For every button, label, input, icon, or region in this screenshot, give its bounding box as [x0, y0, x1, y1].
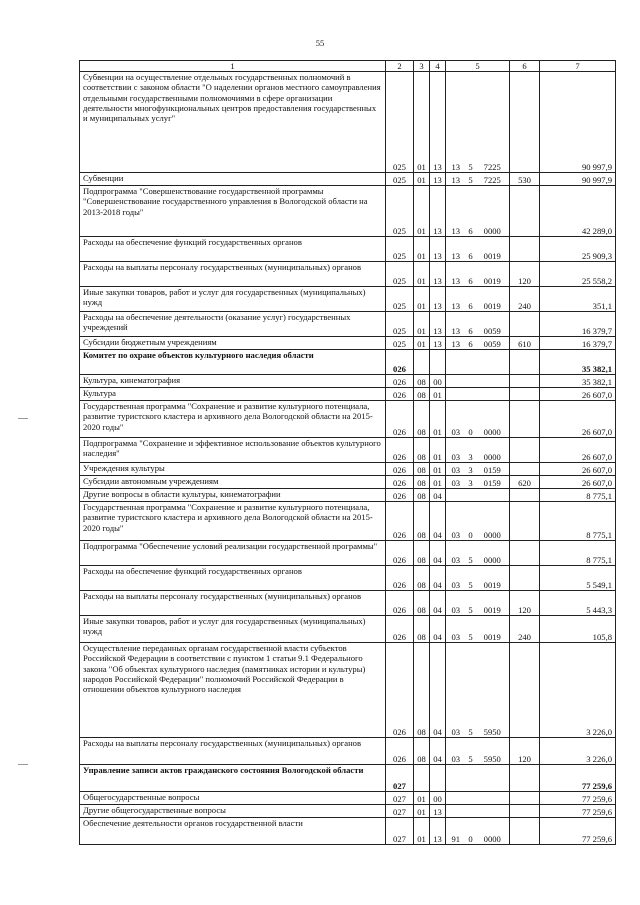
cell-vr: 620	[510, 476, 540, 489]
cell-c: 0019	[476, 591, 510, 616]
cell-a: 13	[446, 337, 466, 350]
cell-grbs: 026	[386, 401, 414, 438]
cell-sum: 77 259,6	[540, 765, 616, 792]
cell-grbs: 025	[386, 173, 414, 186]
cell-b	[466, 489, 476, 502]
cell-a: 13	[446, 262, 466, 287]
table-row	[80, 72, 616, 173]
cell-b: 5	[466, 541, 476, 566]
cell-b: 3	[466, 438, 476, 463]
cell-sum: 25 909,3	[540, 237, 616, 262]
cell-vr: 120	[510, 738, 540, 765]
cell-pr: 04	[430, 489, 446, 502]
cell-pr: 13	[430, 312, 446, 337]
cell-a: 03	[446, 463, 466, 476]
cell-name: Культура	[80, 388, 386, 401]
cell-pr: 13	[430, 237, 446, 262]
table-row	[80, 186, 616, 237]
cell-b: 6	[466, 337, 476, 350]
cell-a: 03	[446, 401, 466, 438]
cell-sum: 351,1	[540, 287, 616, 312]
column-header: 7	[540, 61, 616, 72]
cell-name: Осуществление переданных органам государственной власти субъектов Российской Федерации в соответствии с пунктом 1 статьи 9.1 Федерального закона "Об объектах культурного наследия (памятниках истории и культуры) народов Российской Федерации" полномочий Российской Федерации в отношении объектов культурного наследия	[80, 643, 386, 738]
cell-rz: 08	[414, 591, 430, 616]
cell-a: 13	[446, 173, 466, 186]
table-row	[80, 616, 616, 643]
cell-a: 13	[446, 186, 466, 237]
cell-c: 0000	[476, 541, 510, 566]
cell-name: Расходы на выплаты персоналу государственных (муниципальных) органов	[80, 262, 386, 287]
cell-rz: 01	[414, 287, 430, 312]
cell-a: 13	[446, 287, 466, 312]
cell-sum: 8 775,1	[540, 502, 616, 541]
cell-b: 5	[466, 738, 476, 765]
cell-grbs: 025	[386, 287, 414, 312]
cell-pr: 01	[430, 438, 446, 463]
cell-grbs: 026	[386, 566, 414, 591]
cell-c: 0000	[476, 401, 510, 438]
table-row	[80, 566, 616, 591]
table-row	[80, 337, 616, 350]
cell-name: Субсидии бюджетным учреждениям	[80, 337, 386, 350]
cell-c: 0019	[476, 566, 510, 591]
cell-c: 0000	[476, 818, 510, 845]
cell-b: 5	[466, 72, 476, 173]
cell-c: 0000	[476, 438, 510, 463]
cell-sum: 3 226,0	[540, 738, 616, 765]
cell-c: 0059	[476, 312, 510, 337]
cell-name: Общегосударственные вопросы	[80, 792, 386, 805]
cell-sum: 3 226,0	[540, 643, 616, 738]
table-row	[80, 541, 616, 566]
cell-name: Подпрограмма "Обеспечение условий реализации государственной программы"	[80, 541, 386, 566]
table-row	[80, 765, 616, 792]
cell-grbs: 026	[386, 476, 414, 489]
cell-pr: 13	[430, 287, 446, 312]
cell-sum: 16 379,7	[540, 312, 616, 337]
cell-a: 03	[446, 566, 466, 591]
cell-name: Учреждения культуры	[80, 463, 386, 476]
cell-a: 03	[446, 738, 466, 765]
cell-grbs: 027	[386, 818, 414, 845]
cell-rz: 08	[414, 401, 430, 438]
cell-rz: 08	[414, 463, 430, 476]
cell-name: Другие общегосударственные вопросы	[80, 805, 386, 818]
cell-grbs: 025	[386, 72, 414, 173]
table-header-row	[80, 61, 616, 72]
cell-a	[446, 765, 466, 792]
cell-c	[476, 375, 510, 388]
table-row	[80, 173, 616, 186]
budget-table	[79, 60, 616, 845]
cell-sum: 26 607,0	[540, 438, 616, 463]
cell-rz: 01	[414, 72, 430, 173]
cell-pr: 00	[430, 375, 446, 388]
cell-vr	[510, 72, 540, 173]
cell-rz: 01	[414, 237, 430, 262]
cell-a: 03	[446, 643, 466, 738]
cell-name: Культура, кинематография	[80, 375, 386, 388]
cell-sum: 8 775,1	[540, 489, 616, 502]
cell-sum: 16 379,7	[540, 337, 616, 350]
cell-rz: 08	[414, 616, 430, 643]
cell-rz: 08	[414, 476, 430, 489]
cell-pr: 01	[430, 463, 446, 476]
cell-name: Расходы на выплаты персоналу государственных (муниципальных) органов	[80, 738, 386, 765]
cell-name: Иные закупки товаров, работ и услуг для государственных (муниципальных) нужд	[80, 616, 386, 643]
cell-c: 0019	[476, 237, 510, 262]
cell-b: 0	[466, 818, 476, 845]
cell-b: 5	[466, 566, 476, 591]
cell-vr	[510, 818, 540, 845]
cell-sum: 77 259,6	[540, 818, 616, 845]
cell-b: 5	[466, 591, 476, 616]
cell-name: Субвенции	[80, 173, 386, 186]
cell-rz: 08	[414, 738, 430, 765]
cell-grbs: 026	[386, 738, 414, 765]
cell-c	[476, 489, 510, 502]
cell-vr	[510, 237, 540, 262]
table-row	[80, 262, 616, 287]
cell-c: 0019	[476, 287, 510, 312]
cell-b: 3	[466, 463, 476, 476]
cell-vr	[510, 350, 540, 375]
cell-rz: 08	[414, 489, 430, 502]
cell-pr: 13	[430, 805, 446, 818]
table-row	[80, 350, 616, 375]
table-row	[80, 805, 616, 818]
cell-sum: 26 607,0	[540, 401, 616, 438]
cell-vr	[510, 375, 540, 388]
cell-vr	[510, 765, 540, 792]
cell-rz: 01	[414, 337, 430, 350]
cell-a	[446, 388, 466, 401]
cell-rz: 01	[414, 173, 430, 186]
cell-rz: 08	[414, 438, 430, 463]
cell-c: 0159	[476, 463, 510, 476]
cell-name: Расходы на выплаты персоналу государственных (муниципальных) органов	[80, 591, 386, 616]
cell-a: 03	[446, 591, 466, 616]
cell-vr: 610	[510, 337, 540, 350]
cell-sum: 90 997,9	[540, 173, 616, 186]
cell-pr: 13	[430, 173, 446, 186]
cell-grbs: 026	[386, 388, 414, 401]
cell-vr	[510, 541, 540, 566]
cell-rz: 08	[414, 541, 430, 566]
cell-name: Другие вопросы в области культуры, кинематографии	[80, 489, 386, 502]
cell-grbs: 026	[386, 502, 414, 541]
cell-name: Подпрограмма "Совершенствование государственной программы "Совершенствование государственного управления в Вологодской области на 2013-2018 годы"	[80, 186, 386, 237]
cell-sum: 35 382,1	[540, 375, 616, 388]
cell-b	[466, 375, 476, 388]
cell-b	[466, 350, 476, 375]
cell-sum: 26 607,0	[540, 463, 616, 476]
table-row	[80, 818, 616, 845]
cell-pr: 04	[430, 643, 446, 738]
cell-grbs: 026	[386, 463, 414, 476]
table-row	[80, 388, 616, 401]
table-row	[80, 489, 616, 502]
cell-vr	[510, 312, 540, 337]
cell-pr: 01	[430, 388, 446, 401]
cell-name: Субсидии автономным учреждениям	[80, 476, 386, 489]
cell-b: 3	[466, 476, 476, 489]
table-row	[80, 792, 616, 805]
cell-pr: 04	[430, 541, 446, 566]
cell-grbs: 027	[386, 805, 414, 818]
cell-sum: 35 382,1	[540, 350, 616, 375]
column-header: 4	[430, 61, 446, 72]
cell-rz: 01	[414, 792, 430, 805]
cell-c: 7225	[476, 72, 510, 173]
cell-rz	[414, 350, 430, 375]
cell-b: 5	[466, 173, 476, 186]
cell-rz: 01	[414, 818, 430, 845]
margin-mark	[18, 764, 28, 765]
cell-grbs: 027	[386, 792, 414, 805]
table-row	[80, 591, 616, 616]
cell-b: 5	[466, 616, 476, 643]
cell-vr: 530	[510, 173, 540, 186]
cell-c: 0000	[476, 186, 510, 237]
cell-b: 5	[466, 643, 476, 738]
cell-vr	[510, 805, 540, 818]
cell-rz: 08	[414, 375, 430, 388]
table-row	[80, 463, 616, 476]
cell-sum: 5 443,3	[540, 591, 616, 616]
cell-pr	[430, 765, 446, 792]
table-row	[80, 643, 616, 738]
cell-c: 0019	[476, 616, 510, 643]
cell-name: Обеспечение деятельности органов государственной власти	[80, 818, 386, 845]
cell-vr	[510, 401, 540, 438]
cell-b: 6	[466, 237, 476, 262]
cell-grbs: 027	[386, 765, 414, 792]
cell-name: Расходы на обеспечение функций государственных органов	[80, 237, 386, 262]
table-row	[80, 738, 616, 765]
cell-vr: 120	[510, 262, 540, 287]
cell-vr	[510, 566, 540, 591]
cell-name: Расходы на обеспечение деятельности (оказание услуг) государственных учреждений	[80, 312, 386, 337]
cell-vr	[510, 502, 540, 541]
cell-vr	[510, 643, 540, 738]
cell-b: 0	[466, 401, 476, 438]
cell-c	[476, 350, 510, 375]
cell-c: 0000	[476, 502, 510, 541]
cell-name: Иные закупки товаров, работ и услуг для государственных (муниципальных) нужд	[80, 287, 386, 312]
cell-a: 13	[446, 237, 466, 262]
cell-a	[446, 375, 466, 388]
cell-b: 6	[466, 287, 476, 312]
cell-a: 91	[446, 818, 466, 845]
cell-name: Расходы на обеспечение функций государственных органов	[80, 566, 386, 591]
cell-rz: 08	[414, 388, 430, 401]
cell-pr	[430, 350, 446, 375]
cell-name: Комитет по охране объектов культурного наследия области	[80, 350, 386, 375]
cell-grbs: 026	[386, 643, 414, 738]
cell-a: 03	[446, 476, 466, 489]
table-row	[80, 438, 616, 463]
cell-sum: 26 607,0	[540, 476, 616, 489]
cell-c: 7225	[476, 173, 510, 186]
column-header: 5	[446, 61, 510, 72]
cell-pr: 13	[430, 72, 446, 173]
cell-name: Государственная программа "Сохранение и развитие культурного потенциала, развитие туристского кластера и архивного дела Вологодской области на 2015-2020 годы"	[80, 401, 386, 438]
column-header: 3	[414, 61, 430, 72]
cell-pr: 01	[430, 476, 446, 489]
cell-name: Субвенции на осуществление отдельных государственных полномочий в соответствии с законом области "О наделении органов местного самоуправления отдельными государственными полномочиями в сфере организации деятельности многофункциональных центров предоставления государственных и муниципальных услуг"	[80, 72, 386, 173]
cell-grbs: 026	[386, 350, 414, 375]
cell-vr: 120	[510, 591, 540, 616]
cell-c: 0159	[476, 476, 510, 489]
cell-c: 0059	[476, 337, 510, 350]
cell-b: 6	[466, 262, 476, 287]
cell-a: 03	[446, 438, 466, 463]
table-row	[80, 502, 616, 541]
cell-a	[446, 805, 466, 818]
cell-grbs: 025	[386, 262, 414, 287]
cell-sum: 77 259,6	[540, 805, 616, 818]
column-header: 6	[510, 61, 540, 72]
cell-rz: 01	[414, 186, 430, 237]
cell-pr: 13	[430, 186, 446, 237]
cell-vr: 240	[510, 616, 540, 643]
cell-c: 0019	[476, 262, 510, 287]
cell-c: 5950	[476, 643, 510, 738]
cell-rz: 08	[414, 566, 430, 591]
cell-sum: 26 607,0	[540, 388, 616, 401]
cell-pr: 01	[430, 401, 446, 438]
table-row	[80, 237, 616, 262]
cell-a: 03	[446, 616, 466, 643]
column-header: 1	[80, 61, 386, 72]
cell-vr	[510, 438, 540, 463]
cell-b	[466, 765, 476, 792]
cell-a: 03	[446, 541, 466, 566]
cell-a	[446, 350, 466, 375]
cell-grbs: 025	[386, 337, 414, 350]
cell-grbs: 026	[386, 438, 414, 463]
table-row	[80, 312, 616, 337]
cell-name: Подпрограмма "Сохранение и эффективное использование объектов культурного наследия"	[80, 438, 386, 463]
table-row	[80, 476, 616, 489]
cell-sum: 5 549,1	[540, 566, 616, 591]
cell-grbs: 026	[386, 375, 414, 388]
cell-vr	[510, 489, 540, 502]
cell-grbs: 025	[386, 237, 414, 262]
cell-c	[476, 388, 510, 401]
cell-pr: 13	[430, 818, 446, 845]
cell-name: Управление записи актов гражданского состояния Вологодской области	[80, 765, 386, 792]
cell-grbs: 025	[386, 312, 414, 337]
cell-a	[446, 489, 466, 502]
cell-vr	[510, 463, 540, 476]
cell-grbs: 026	[386, 616, 414, 643]
cell-b	[466, 792, 476, 805]
cell-grbs: 026	[386, 541, 414, 566]
cell-pr: 04	[430, 591, 446, 616]
cell-b: 0	[466, 502, 476, 541]
cell-grbs: 026	[386, 489, 414, 502]
cell-sum: 105,8	[540, 616, 616, 643]
cell-pr: 04	[430, 738, 446, 765]
cell-c	[476, 765, 510, 792]
cell-rz	[414, 765, 430, 792]
table-row	[80, 287, 616, 312]
cell-a: 13	[446, 72, 466, 173]
cell-name: Государственная программа "Сохранение и развитие культурного потенциала, развитие туристского кластера и архивного дела Вологодской области на 2015-2020 годы"	[80, 502, 386, 541]
cell-pr: 04	[430, 616, 446, 643]
cell-pr: 04	[430, 566, 446, 591]
cell-grbs: 026	[386, 591, 414, 616]
cell-c	[476, 805, 510, 818]
cell-a: 03	[446, 502, 466, 541]
margin-mark	[18, 418, 28, 419]
cell-c: 5950	[476, 738, 510, 765]
cell-sum: 42 289,0	[540, 186, 616, 237]
cell-b	[466, 388, 476, 401]
cell-rz: 01	[414, 262, 430, 287]
cell-sum: 25 558,2	[540, 262, 616, 287]
cell-a: 13	[446, 312, 466, 337]
cell-c	[476, 792, 510, 805]
cell-b	[466, 805, 476, 818]
cell-a	[446, 792, 466, 805]
page-number: 55	[315, 38, 325, 48]
cell-vr: 240	[510, 287, 540, 312]
cell-pr: 13	[430, 337, 446, 350]
cell-vr	[510, 186, 540, 237]
cell-sum: 90 997,9	[540, 72, 616, 173]
cell-sum: 8 775,1	[540, 541, 616, 566]
cell-b: 6	[466, 186, 476, 237]
cell-rz: 01	[414, 312, 430, 337]
table-row	[80, 401, 616, 438]
cell-rz: 01	[414, 805, 430, 818]
cell-rz: 08	[414, 502, 430, 541]
cell-grbs: 025	[386, 186, 414, 237]
cell-pr: 13	[430, 262, 446, 287]
cell-rz: 08	[414, 643, 430, 738]
cell-vr	[510, 388, 540, 401]
column-header: 2	[386, 61, 414, 72]
cell-vr	[510, 792, 540, 805]
cell-sum: 77 259,6	[540, 792, 616, 805]
cell-pr: 00	[430, 792, 446, 805]
cell-pr: 04	[430, 502, 446, 541]
cell-b: 6	[466, 312, 476, 337]
table-row	[80, 375, 616, 388]
